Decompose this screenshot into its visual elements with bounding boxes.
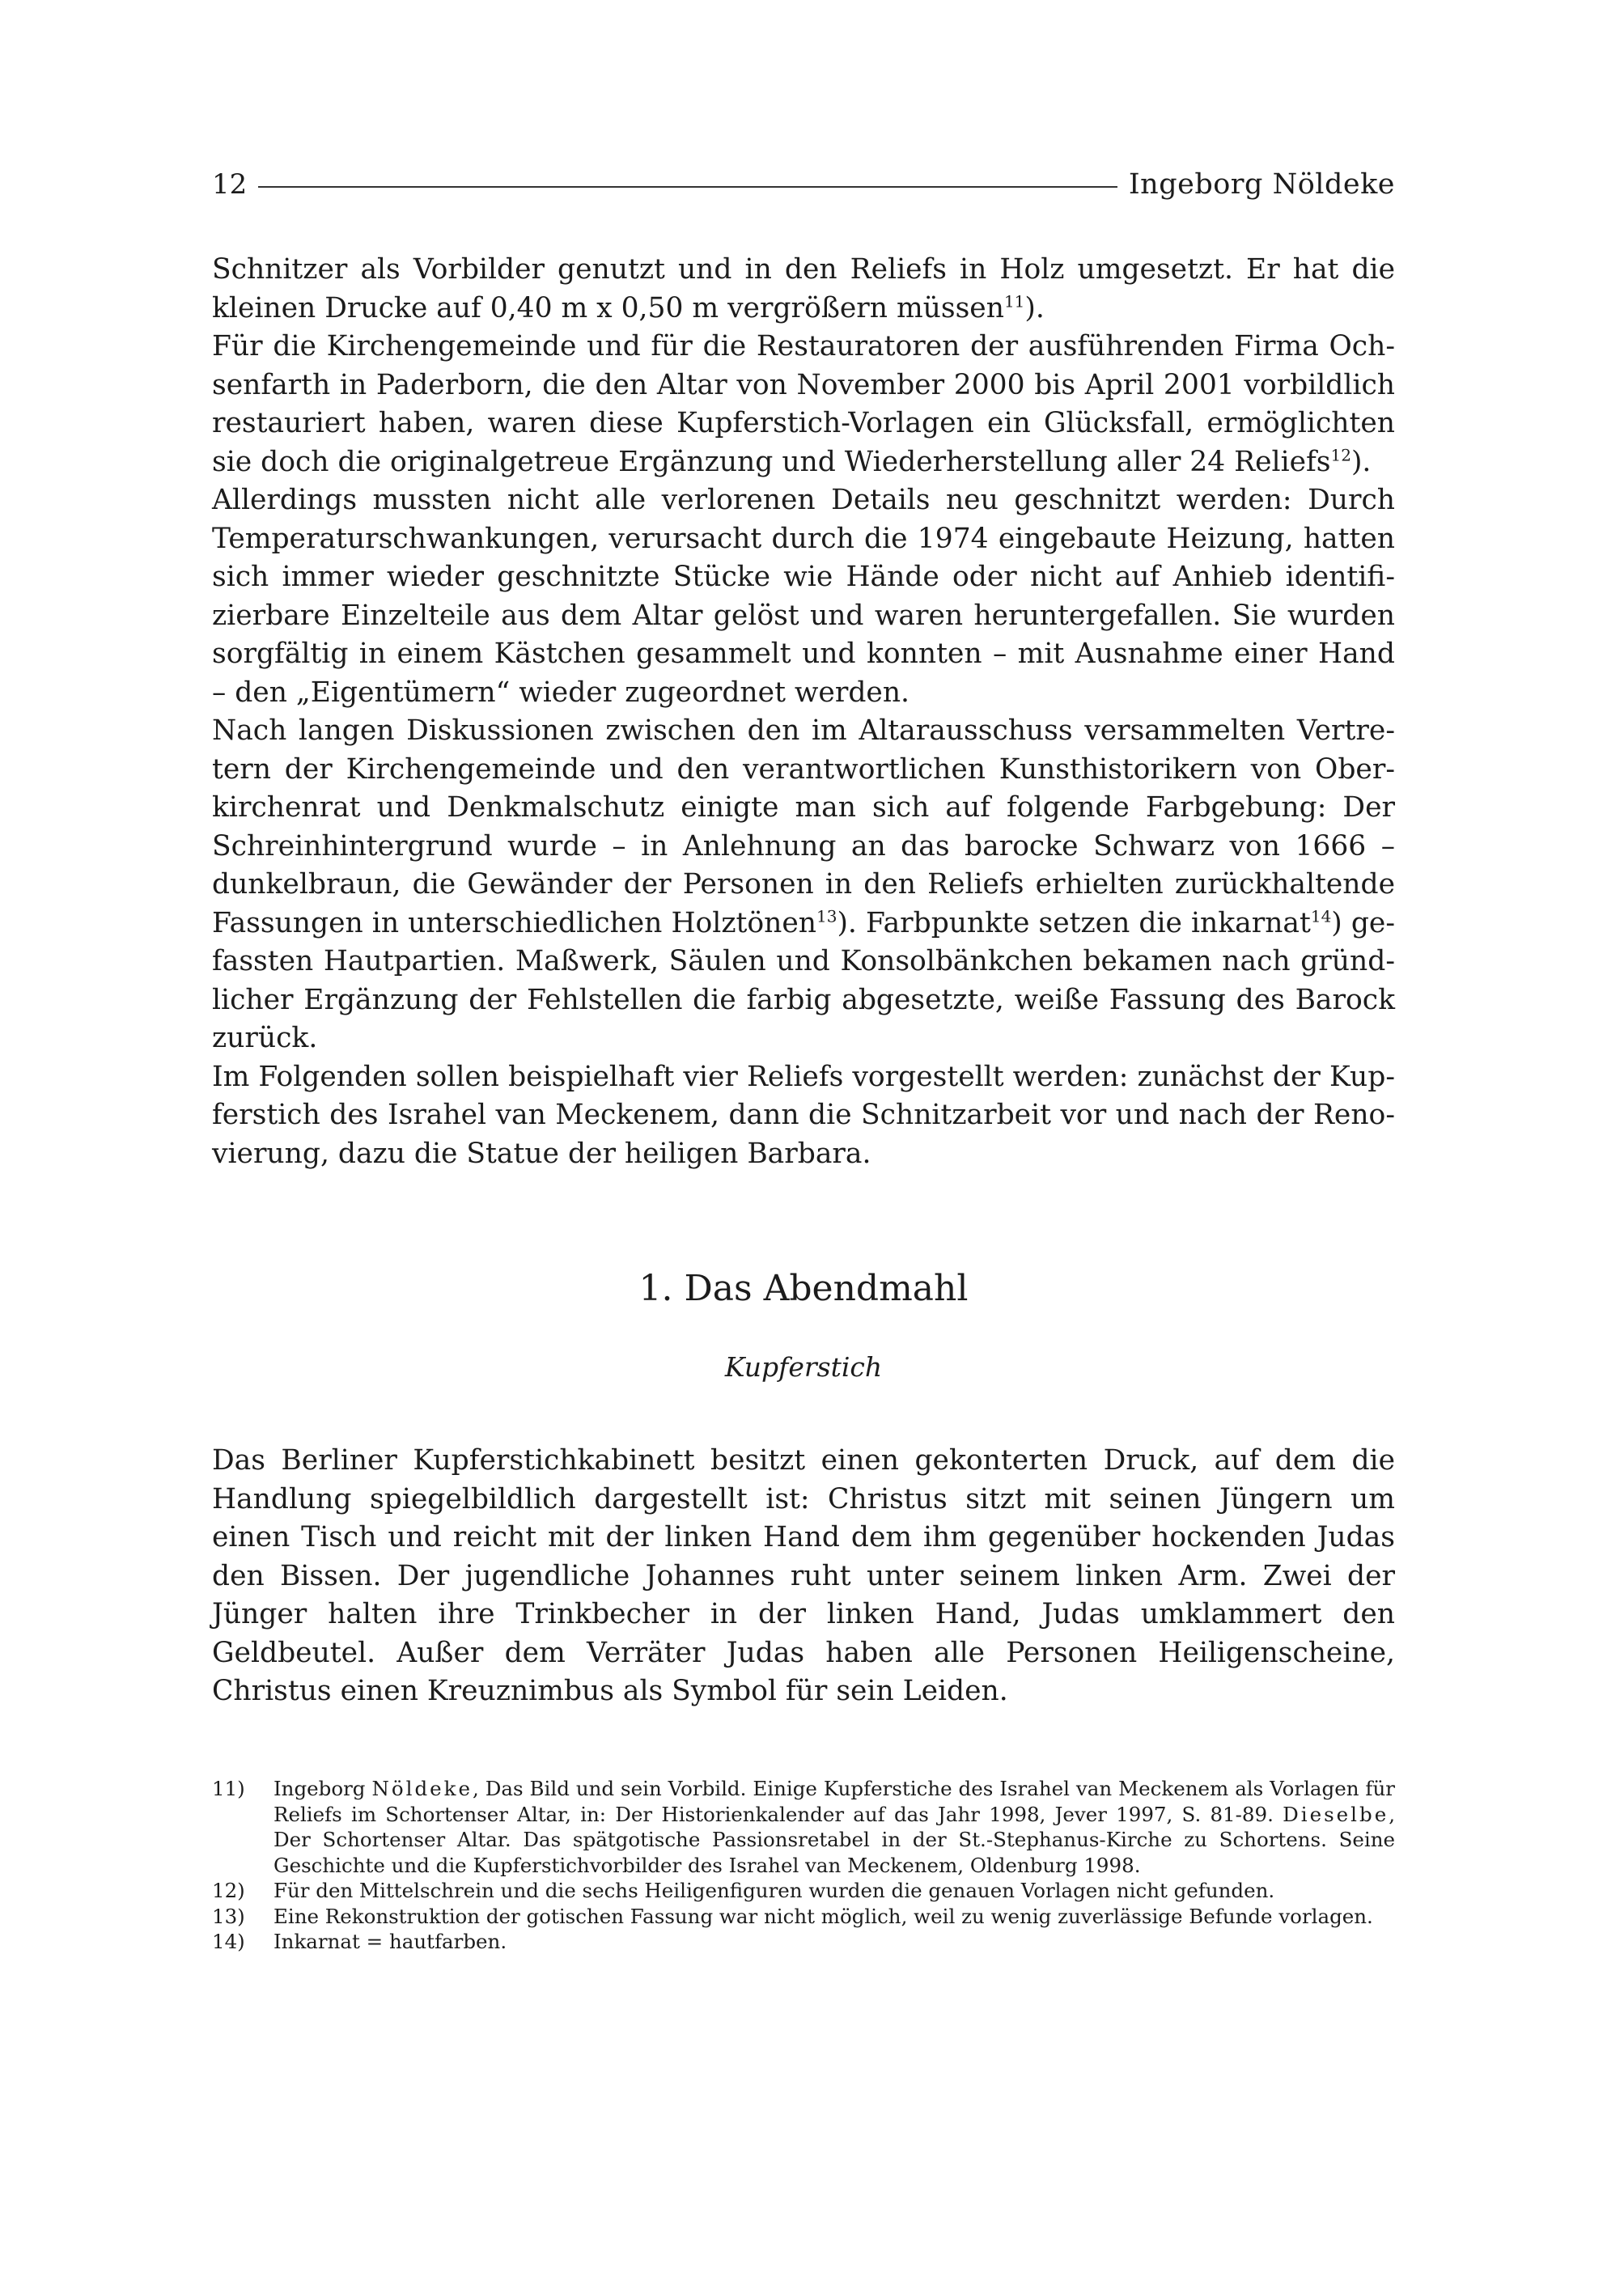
footnote-ibid: Dieselbe: [1283, 1802, 1389, 1826]
footnote-number: 14): [212, 1930, 245, 1953]
footnote-13: [212, 1904, 1395, 1930]
paragraph-1-tail: ).: [1024, 291, 1045, 324]
footnote-author-surname: Nöldeke: [371, 1777, 473, 1800]
paragraph-4-mid: ). Farbpunkte setzen die inkarnat: [837, 906, 1311, 939]
paragraph-4-tail: ) gefassten Hautpartien. Maßwerk, Säulen und Konsolbänkchen bekamen nach gründlicher Ergänzung der Fehlstellen die farbig abgesetzte, weiße Fassung des Barock zurück.: [212, 906, 1396, 1054]
paragraph-2: [212, 328, 1395, 481]
footnote-ref-14: 14: [1310, 906, 1332, 926]
running-head: Ingeborg Nöldeke: [1128, 167, 1395, 201]
paragraph-2-tail: ).: [1351, 445, 1372, 478]
footnote-author: Ingeborg: [273, 1777, 366, 1800]
paragraph-3: Allerdings mussten nicht alle verlorenen Details neu geschnitzt werden: Durch Temperaturschwankungen, verursacht durch die 1974 eingebaute Heizung, hatten sich immer wieder geschnitzte Stücke wie Hände oder nicht auf Anhieb identifizierbare Einzelteile aus dem Altar gelöst und waren heruntergefallen. Sie wurden sorgfältig in einem Kästchen gesammelt und konnten – mit Ausnahme einer Hand – den „Eigentümern“ wieder zugeordnet werden.: [212, 484, 1395, 709]
footnote-number: 12): [212, 1879, 245, 1902]
section-text: [212, 1442, 1395, 1711]
footnote-ref-13: 13: [816, 906, 837, 926]
footnotes: [212, 1776, 1395, 1955]
paragraph-1: [212, 251, 1395, 328]
footnote-text: Für den Mittelschrein und die sechs Heiligenfiguren wurden die genauen Vorlagen nicht gefunden.: [273, 1879, 1275, 1902]
footnote-ref-11: 11: [1003, 291, 1025, 311]
section-heading: 1. Das Abendmahl: [638, 1268, 969, 1309]
section-subheading: Kupferstich: [724, 1351, 883, 1383]
footnote-number: 13): [212, 1904, 245, 1928]
paragraph-4: [212, 712, 1395, 1058]
footnote-number: 11): [212, 1777, 245, 1800]
page-number: 12: [212, 168, 248, 201]
paragraph-4-text: Nach langen Diskussionen zwischen den im Altarausschuss versammelten Vertretern der Kirchengemeinde und den verantwortlichen Kunsthistorikern von Oberkirchenrat und Denkmalschutz einigte man sich auf folgende Farbgebung: Der Schreinhintergrund wurde – in Anlehnung an das barocke Schwarz von 1666 – dunkelbraun, die Gewänder der Personen in den Reliefs erhielten zurückhaltende Fassungen in unterschiedlichen Holztönen: [212, 714, 1395, 939]
footnote-citation-2: , Der Schortenser Altar. Das spätgotische Passionsretabel in der St.-Stephanus-Kirche zu Schortens. Seine Geschichte und die Kupferstichvorbilder des Israhel van Meckenem, Oldenburg 1998.: [273, 1802, 1395, 1877]
footnote-ref-12: 12: [1330, 445, 1351, 464]
section-paragraph: Das Berliner Kupferstichkabinett besitzt einen gekonterten Druck, auf dem die Handlung spiegelbildlich dargestellt ist: Christus sitzt mit seinen Jüngern um einen Tisch und reicht mit der linken Hand dem ihm gegenüber hockenden Judas den Bissen. Der jugendliche Johannes ruht unter seinem linken Arm. Zwei der Jünger halten ihre Trinkbecher in der linken Hand, Judas umklammert den Geldbeutel. Außer dem Verräter Judas haben alle Personen Heiligenscheine, Christus einen Kreuznimbus als Symbol für sein Leiden.: [212, 1444, 1395, 1707]
footnote-citation-1: , Das Bild und sein Vorbild. Einige Kupferstiche des Israhel van Meckenem als Vorlagen für Reliefs im Schortenser Altar, in: Der Historienkalender auf das Jahr 1998, Jever 1997, S. 81-89.: [273, 1777, 1395, 1826]
footnote-11: [212, 1776, 1395, 1878]
footnote-text: Eine Rekonstruktion der gotischen Fassung war nicht möglich, weil zu wenig zuverlässige Befunde vorlagen.: [273, 1904, 1373, 1928]
footnote-12: [212, 1878, 1395, 1904]
body-text: [212, 251, 1395, 1173]
page-header: [212, 160, 1395, 209]
footnote-text: [273, 1776, 1395, 1878]
footnote-text: Inkarnat = hautfarben.: [273, 1930, 507, 1953]
header-rule: [258, 186, 1117, 188]
paragraph-1-text: Schnitzer als Vorbilder genutzt und in den Reliefs in Holz umgesetzt. Er hat die kleinen Drucke auf 0,40 m x 0,50 m vergrößern müssen: [212, 253, 1395, 324]
paragraph-5: Im Folgenden sollen beispielhaft vier Reliefs vorgestellt werden: zunächst der Kupferstich des Israhel van Meckenem, dann die Schnitzarbeit vor und nach der Renovierung, dazu die Statue der heiligen Barbara.: [212, 1060, 1395, 1170]
paragraph-2-text: Für die Kirchengemeinde und für die Restauratoren der ausführenden Firma Ochsenfarth in Paderborn, die den Altar von November 2000 bis April 2001 vorbildlich restauriert haben, waren diese Kupferstich-Vorlagen ein Glücksfall, ermöglichten sie doch die originalgetreue Ergänzung und Wiederherstellung aller 24 Reliefs: [212, 330, 1395, 478]
footnote-14: [212, 1929, 1395, 1955]
